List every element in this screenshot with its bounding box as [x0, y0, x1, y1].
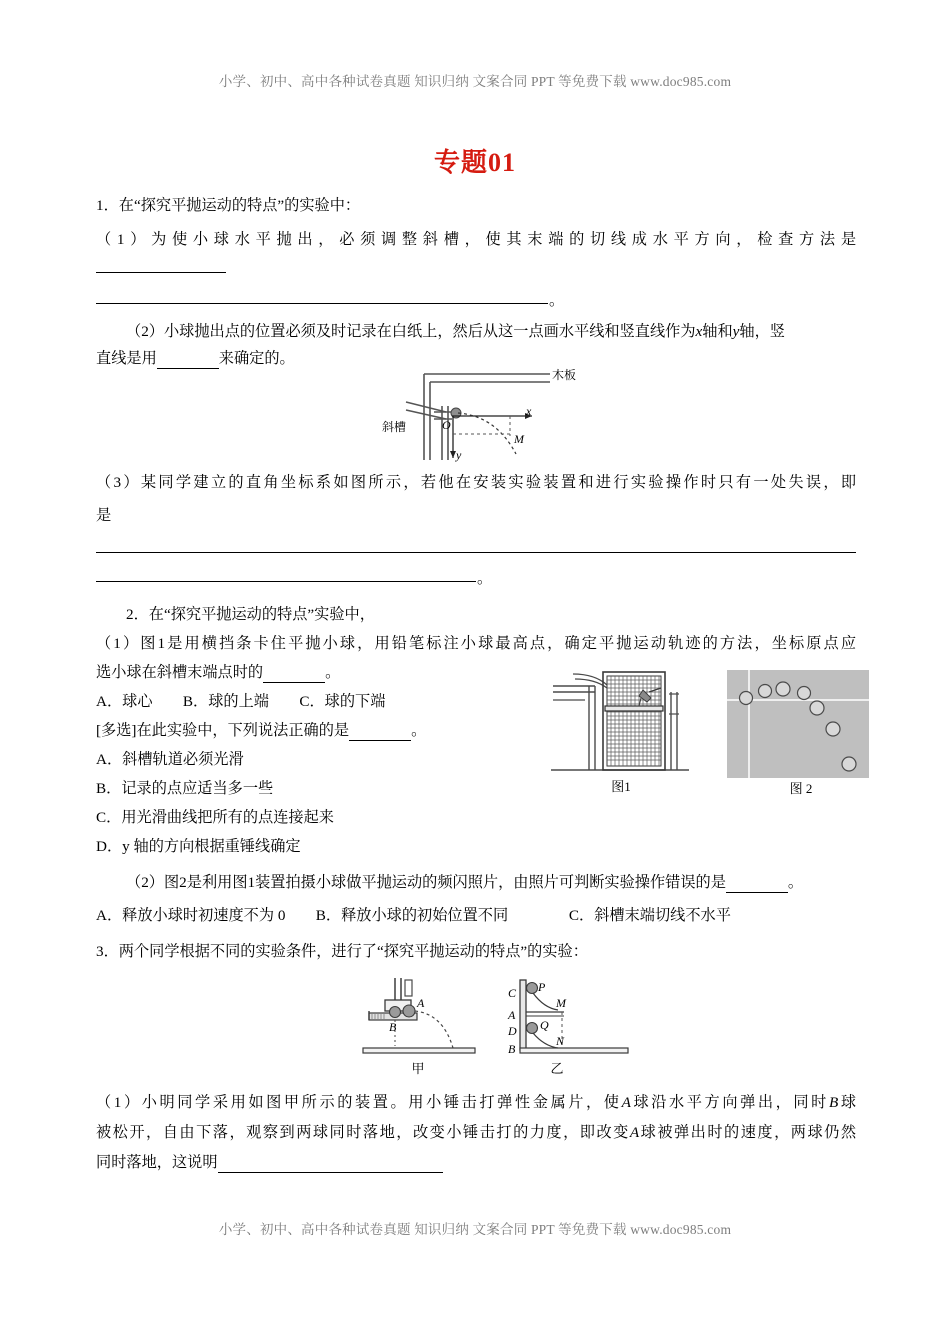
q2-multi-period: 。 [411, 722, 427, 739]
figure-3-yi-label-n: N [556, 1034, 565, 1048]
figure-label-x-axis: x [526, 404, 532, 418]
figure-3-caption-yi: 乙 [550, 1061, 564, 1076]
q1-answer-blank-4[interactable] [96, 552, 856, 553]
figure-3-yi-label-m: M [556, 996, 566, 1010]
q1-answer-blank-5[interactable] [96, 581, 476, 582]
q3-part1-line3 [96, 1151, 856, 1173]
figure-2-strobe-photo [727, 670, 869, 796]
q3-t1: （1）小明同学采用如图甲所示的装置。用小锤击打弹性金属片，使 [96, 1094, 622, 1111]
q3-ball-a: A [621, 1094, 631, 1111]
figure-3-label-a: A [417, 996, 425, 1010]
q1-part2-text-b: 轴和 [702, 323, 733, 340]
q1-axis-y: y [732, 323, 740, 340]
q1-part2-text-d: 直线是用 [96, 350, 157, 367]
q2-answer-blank-2[interactable] [349, 722, 411, 741]
q2-multi-text: [多选]在此实验中，下列说法正确的是 [96, 722, 350, 739]
figure-3-jia [355, 978, 481, 1076]
q1-part3-line1: （3）某同学建立的直角坐标系如图所示，若他在安装实验装置和进行实验操作时只有一处失误，即 [96, 474, 856, 491]
figure-3-label-b: B [389, 1020, 397, 1034]
page-title: 专题01 [433, 148, 516, 177]
figure-label-y-axis: y [456, 448, 462, 462]
q3-t5: 球被弹出时的速度，两球仍然 [639, 1124, 857, 1141]
q1-answer-blank-2[interactable] [96, 303, 548, 304]
q1-axis-x: x [695, 323, 703, 340]
figure-3-yi-label-a: A [508, 1008, 516, 1022]
figure-3-yi-label-q: Q [540, 1018, 549, 1032]
q2-part2-text: （2）图2是利用图1装置拍摄小球做平抛运动的频闪照片，由照片可判断实验操作错误的是 [126, 874, 726, 891]
watermark-header: 小学、初中、高中各种试卷真题 知识归纳 文案合同 PPT 等免费下载 www.doc985.com [218, 74, 732, 89]
figure-3-yi-label-c: C [508, 986, 517, 1000]
figure-chute-board [382, 366, 580, 466]
figure-3-yi-label-d: D [508, 1024, 517, 1038]
q1-part1-line1: （1）为使小球水平抛出，必须调整斜槽，使其末端的切线成水平方向，检查方法是 [96, 231, 856, 248]
q1-part2-text-c: 轴，竖 [739, 323, 785, 340]
q3-t2: 球沿水平方向弹出，同时 [630, 1094, 829, 1111]
q2-part1-line1: （1）图1是用横挡条卡住平抛小球，用铅笔标注小球最高点，确定平抛运动轨迹的方法，坐标原点应 [96, 635, 856, 652]
figure-3-caption-jia: 甲 [411, 1061, 425, 1076]
q2-answer-blank-1[interactable] [263, 664, 325, 683]
q2-options-row-3[interactable]: A．释放小球时初速度不为 0 B．释放小球的初始位置不同 C．斜槽末端切线不水平 [96, 907, 731, 924]
q3-t4: 被松开，自由下落，观察到两球同时落地，改变小锤击打的力度，即改变 [96, 1124, 630, 1141]
q2-stem [96, 603, 856, 624]
figure-label-board: 木板 [552, 368, 577, 382]
figure-3-yi [500, 978, 630, 1076]
q2-options-row-1[interactable]: A．球心 B．球的上端 C．球的下端 [96, 693, 386, 710]
figure-1-caption: 图1 [611, 779, 631, 794]
q3-ball-a2: A [629, 1124, 640, 1141]
q2-part2-period: 。 [787, 874, 804, 891]
figure-label-chute: 斜槽 [382, 420, 407, 434]
q3-t3: 球 [838, 1094, 857, 1111]
q3-ball-b: B [828, 1094, 839, 1111]
q3-part1-line1 [96, 1091, 856, 1112]
q1-part2-line1 [96, 320, 856, 341]
q2-part1-period: 。 [325, 664, 341, 681]
figure-2-caption: 图 2 [789, 781, 813, 796]
figure-label-point-m: M [514, 432, 524, 446]
q1-part2-text-a: （2）小球抛出点的位置必须及时记录在白纸上，然后从这一点画水平线和竖直线作为 [126, 323, 696, 340]
q2-option-b[interactable]: B．记录的点应适当多一些 [96, 780, 274, 797]
q1-answer-blank-1[interactable] [96, 272, 226, 273]
q3-answer-blank-1[interactable] [218, 1154, 443, 1173]
q3-t6: 同时落地，这说明 [96, 1154, 218, 1171]
q3-stem: 3．两个同学根据不同的实验条件，进行了“探究平抛运动的特点”的实验： [96, 943, 588, 960]
q1-part3-period: 。 [477, 570, 493, 587]
figure-3-yi-label-b: B [508, 1042, 516, 1056]
q2-option-a[interactable]: A．斜槽轨道必须光滑 [96, 751, 244, 768]
q1-part2-text-e: 来确定的。 [218, 350, 295, 367]
q3-part1-line2 [96, 1121, 856, 1142]
q1-part3-line2: 是 [96, 507, 112, 524]
watermark-footer: 小学、初中、高中各种试卷真题 知识归纳 文案合同 PPT 等免费下载 www.doc985.com [218, 1222, 732, 1237]
q2-option-d[interactable]: D．y 轴的方向根据重锤线确定 [96, 838, 301, 855]
figure-3-yi-label-p: P [538, 980, 546, 994]
q1-answer-blank-3[interactable] [157, 350, 219, 369]
q2-part1-text: 选小球在斜槽末端点时的 [96, 664, 264, 681]
q1-stem: 1．在“探究平抛运动的特点”的实验中： [96, 197, 361, 214]
q2-option-c[interactable]: C．用光滑曲线把所有的点连接起来 [96, 809, 334, 826]
q2-part2-line [96, 871, 856, 893]
q1-part1-period: 。 [549, 292, 565, 309]
q2-stem-text: 2．在“探究平抛运动的特点”实验中， [126, 606, 375, 623]
figure-label-origin: O [442, 418, 451, 432]
figure-1-apparatus [551, 668, 689, 794]
q2-answer-blank-3[interactable] [726, 874, 788, 893]
